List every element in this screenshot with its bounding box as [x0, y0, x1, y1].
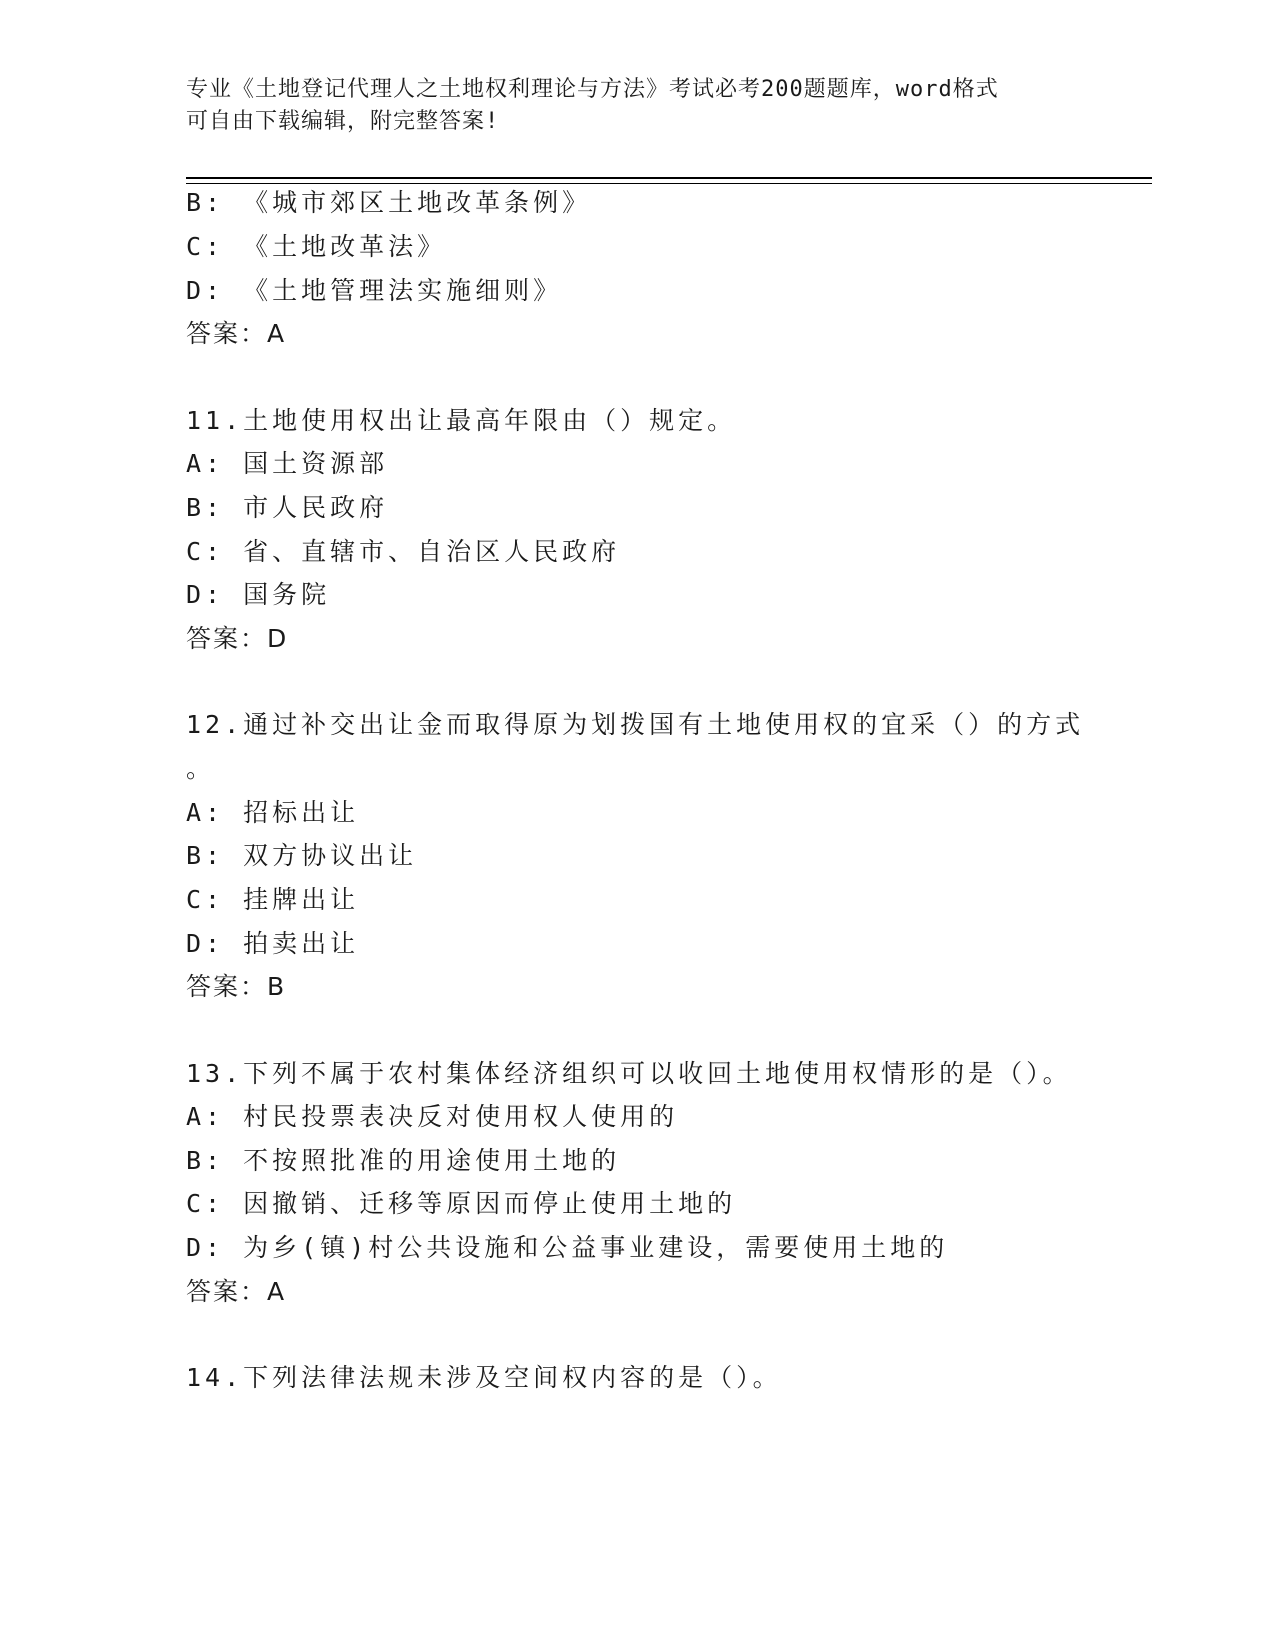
header-divider-thick	[186, 177, 1152, 179]
q13-option-d: D: 为乡(镇)村公共设施和公益事业建设，需要使用土地的	[186, 1233, 949, 1262]
header-divider-thin	[186, 183, 1152, 184]
q11-option-a: A: 国土资源部	[186, 449, 389, 478]
q12-question-continued: 。	[186, 754, 216, 783]
q10-option-d: D: 《土地管理法实施细则》	[186, 276, 563, 305]
q10-option-b: B: 《城市郊区土地改革条例》	[186, 188, 592, 217]
q10-option-c: C: 《土地改革法》	[186, 232, 447, 261]
q13-option-a: A: 村民投票表决反对使用权人使用的	[186, 1102, 679, 1131]
q11-answer: 答案：D	[186, 624, 289, 653]
document-header	[186, 74, 1086, 138]
q11-question: 11.土地使用权出让最高年限由（）规定。	[186, 406, 737, 435]
q13-option-c: C: 因撤销、迁移等原因而停止使用土地的	[186, 1189, 737, 1218]
q12-option-b: B: 双方协议出让	[186, 841, 418, 870]
q13-answer: 答案：A	[186, 1277, 287, 1306]
q14-question: 14.下列法律法规未涉及空间权内容的是（）。	[186, 1363, 782, 1392]
q11-option-b: B: 市人民政府	[186, 493, 389, 522]
q13-option-b: B: 不按照批准的用途使用土地的	[186, 1146, 621, 1175]
q12-option-c: C: 挂牌出让	[186, 885, 360, 914]
q12-question: 12.通过补交出让金而取得原为划拨国有土地使用权的宜采（）的方式	[186, 710, 1085, 739]
q11-option-c: C: 省、直辖市、自治区人民政府	[186, 537, 621, 566]
header-line-1: 专业《土地登记代理人之土地权利理论与方法》考试必考200题题库，word格式	[186, 77, 999, 102]
header-line-2: 可自由下载编辑，附完整答案!	[186, 109, 500, 134]
q12-option-a: A: 招标出让	[186, 798, 360, 827]
q10-answer: 答案：A	[186, 319, 287, 348]
q13-question: 13.下列不属于农村集体经济组织可以收回土地使用权情形的是（）。	[186, 1059, 1072, 1088]
q12-answer: 答案：B	[186, 972, 287, 1001]
q12-option-d: D: 拍卖出让	[186, 929, 360, 958]
q11-option-d: D: 国务院	[186, 580, 331, 609]
